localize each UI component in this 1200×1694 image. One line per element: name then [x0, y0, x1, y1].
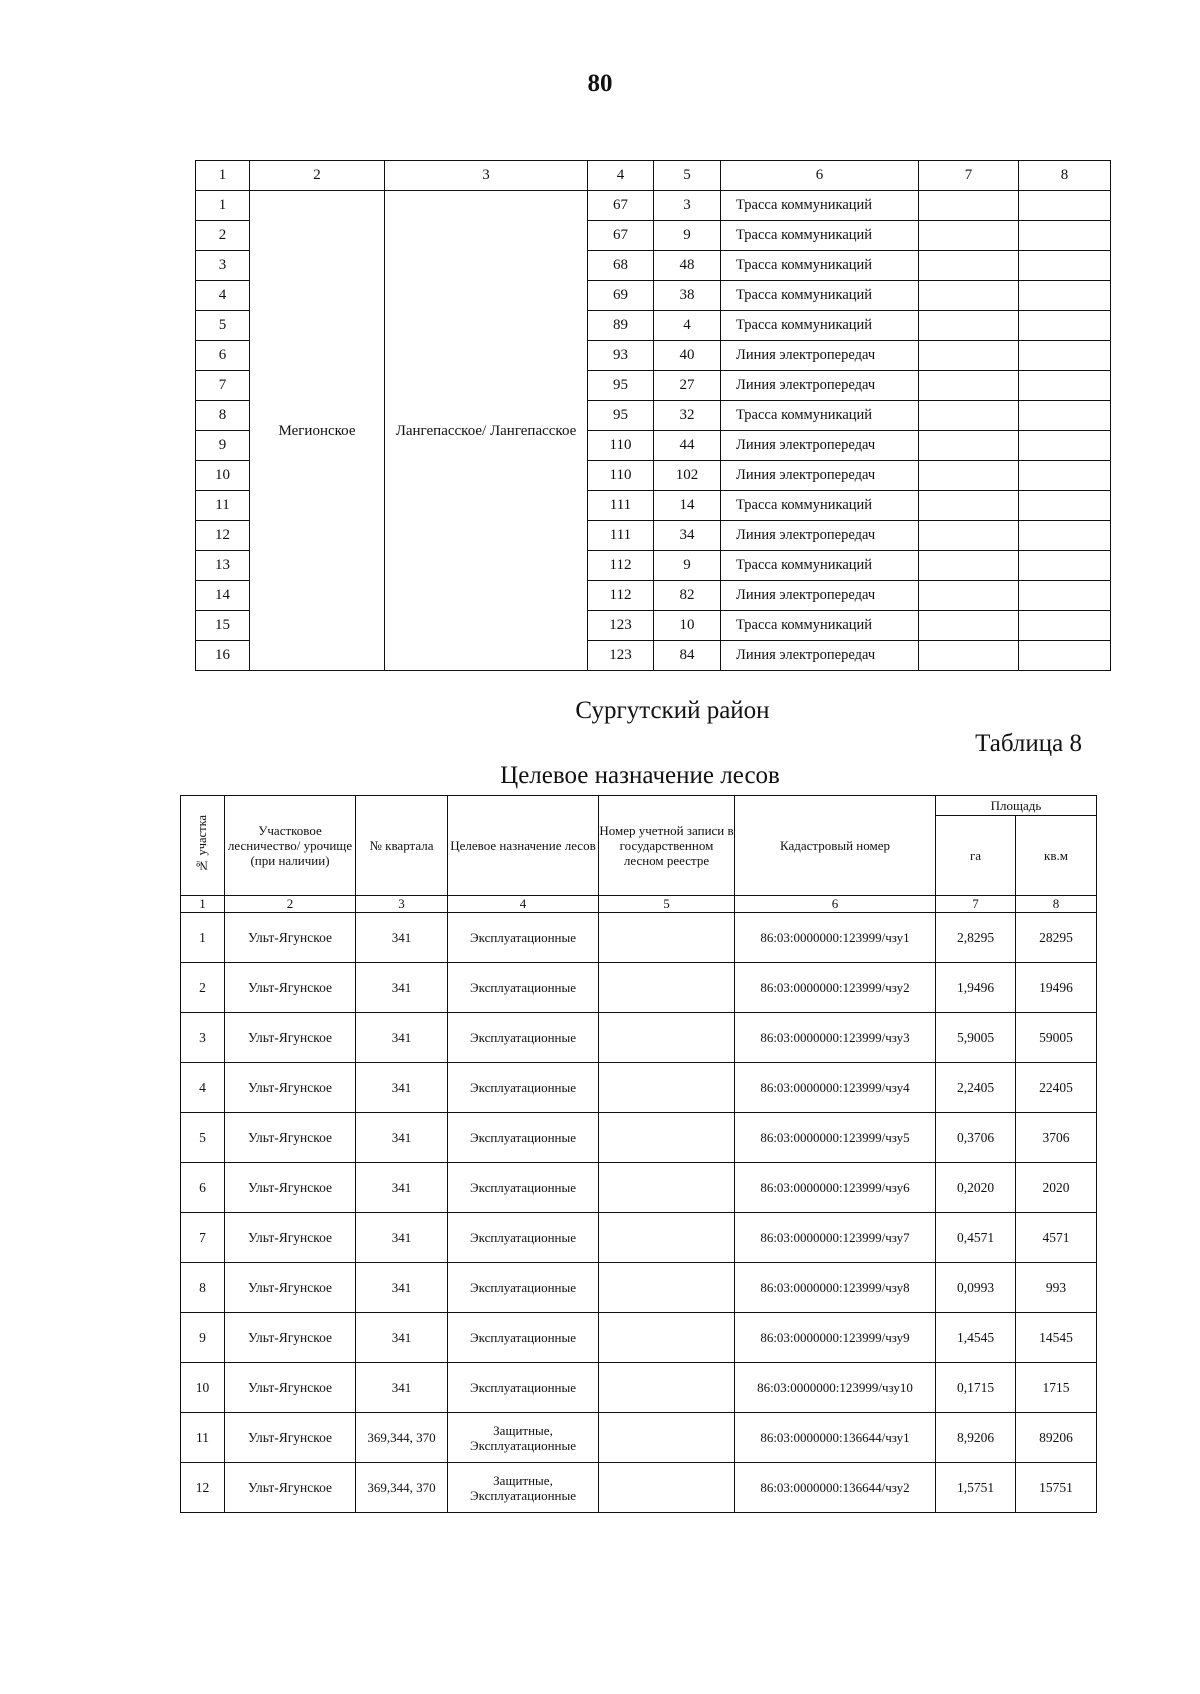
quarter-cell: 112 [588, 581, 654, 611]
cadastral-cell: 86:03:0000000:123999/чзу2 [735, 963, 936, 1013]
purpose-cell: Линия электропередач [721, 371, 919, 401]
area-ha-cell: 0,0993 [936, 1263, 1016, 1313]
plot-number-cell: 4 [181, 1063, 225, 1113]
empty-cell [1019, 311, 1111, 341]
empty-cell [1019, 401, 1111, 431]
page-number: 80 [587, 70, 613, 97]
plot-cell: 32 [654, 401, 721, 431]
area-ha-cell: 0,1715 [936, 1363, 1016, 1413]
row-number: 13 [196, 551, 250, 581]
purpose-cell: Эксплуатационные [448, 1013, 599, 1063]
empty-cell [1019, 371, 1111, 401]
plot-number-cell: 6 [181, 1163, 225, 1213]
purpose-cell: Линия электропередач [721, 341, 919, 371]
empty-cell [1019, 581, 1111, 611]
quarter-cell: 341 [356, 913, 448, 963]
column-number: 4 [588, 161, 654, 191]
empty-cell [919, 401, 1019, 431]
column-number: 5 [654, 161, 721, 191]
empty-cell [919, 611, 1019, 641]
plot-cell: 34 [654, 521, 721, 551]
area-ha-cell: 1,5751 [936, 1463, 1016, 1513]
cadastral-cell: 86:03:0000000:123999/чзу7 [735, 1213, 936, 1263]
table-row [181, 1313, 1097, 1363]
purpose-cell: Трасса коммуникаций [721, 221, 919, 251]
table-row [181, 963, 1097, 1013]
forestry-cell: Ульт-Ягунское [225, 1113, 356, 1163]
empty-cell [919, 311, 1019, 341]
table-row [181, 1463, 1097, 1513]
header-ha: га [936, 816, 1016, 896]
cadastral-cell: 86:03:0000000:123999/чзу8 [735, 1263, 936, 1313]
plot-cell: 44 [654, 431, 721, 461]
table-caption: Целевое назначение лесов [500, 762, 780, 789]
forestry-cell: Ульт-Ягунское [225, 1013, 356, 1063]
column-number: 3 [385, 161, 588, 191]
plot-cell: 4 [654, 311, 721, 341]
row-number: 5 [196, 311, 250, 341]
purpose-cell: Трасса коммуникаций [721, 491, 919, 521]
area-ha-cell: 2,8295 [936, 913, 1016, 963]
purpose-cell: Трасса коммуникаций [721, 311, 919, 341]
purpose-cell: Эксплуатационные [448, 1063, 599, 1113]
registry-cell [599, 913, 735, 963]
registry-cell [599, 1213, 735, 1263]
quarter-cell: 369,344, 370 [356, 1413, 448, 1463]
quarter-cell: 341 [356, 1213, 448, 1263]
plot-number-cell: 10 [181, 1363, 225, 1413]
row-number: 7 [196, 371, 250, 401]
cadastral-cell: 86:03:0000000:123999/чзу6 [735, 1163, 936, 1213]
registry-cell [599, 1013, 735, 1063]
cadastral-cell: 86:03:0000000:123999/чзу5 [735, 1113, 936, 1163]
forest-purpose-table [180, 795, 1097, 1513]
purpose-cell: Эксплуатационные [448, 1263, 599, 1313]
empty-cell [1019, 431, 1111, 461]
header-forestry: Участковое лесничество/ урочище (при наличии) [225, 796, 356, 896]
purpose-cell: Линия электропередач [721, 641, 919, 671]
empty-cell [1019, 221, 1111, 251]
column-number: 7 [936, 896, 1016, 913]
empty-cell [919, 371, 1019, 401]
cadastral-cell: 86:03:0000000:123999/чзу1 [735, 913, 936, 963]
empty-cell [919, 281, 1019, 311]
purpose-cell: Линия электропередач [721, 461, 919, 491]
plot-cell: 3 [654, 191, 721, 221]
forestry-cell: Ульт-Ягунское [225, 1063, 356, 1113]
column-number: 8 [1019, 161, 1111, 191]
quarter-cell: 111 [588, 491, 654, 521]
plot-number-cell: 2 [181, 963, 225, 1013]
table-row [181, 1413, 1097, 1463]
empty-cell [919, 641, 1019, 671]
quarter-cell: 112 [588, 551, 654, 581]
row-number: 11 [196, 491, 250, 521]
purpose-cell: Эксплуатационные [448, 1163, 599, 1213]
column-number: 2 [225, 896, 356, 913]
area-sqm-cell: 22405 [1016, 1063, 1097, 1113]
purpose-cell: Защитные, Эксплуатационные [448, 1413, 599, 1463]
quarter-cell: 341 [356, 1013, 448, 1063]
empty-cell [919, 341, 1019, 371]
column-number: 6 [721, 161, 919, 191]
purpose-cell: Эксплуатационные [448, 1113, 599, 1163]
purpose-cell: Защитные, Эксплуатационные [448, 1463, 599, 1513]
table-row [181, 1363, 1097, 1413]
forestry-cell: Ульт-Ягунское [225, 913, 356, 963]
cadastral-cell: 86:03:0000000:123999/чзу3 [735, 1013, 936, 1063]
empty-cell [1019, 191, 1111, 221]
area-ha-cell: 8,9206 [936, 1413, 1016, 1463]
area-sqm-cell: 2020 [1016, 1163, 1097, 1213]
row-number: 3 [196, 251, 250, 281]
table-row [181, 1163, 1097, 1213]
plot-cell: 27 [654, 371, 721, 401]
plot-number-cell: 5 [181, 1113, 225, 1163]
quarter-cell: 341 [356, 1113, 448, 1163]
purpose-cell: Трасса коммуникаций [721, 191, 919, 221]
empty-cell [1019, 491, 1111, 521]
quarter-cell: 110 [588, 431, 654, 461]
quarter-cell: 67 [588, 221, 654, 251]
area-sqm-cell: 3706 [1016, 1113, 1097, 1163]
plot-cell: 9 [654, 221, 721, 251]
area-ha-cell: 0,2020 [936, 1163, 1016, 1213]
forestry-cell: Ульт-Ягунское [225, 1413, 356, 1463]
area-sqm-cell: 15751 [1016, 1463, 1097, 1513]
empty-cell [919, 551, 1019, 581]
empty-cell [1019, 281, 1111, 311]
purpose-cell: Линия электропередач [721, 581, 919, 611]
purpose-cell: Трасса коммуникаций [721, 401, 919, 431]
purpose-cell: Эксплуатационные [448, 913, 599, 963]
table-continuation [195, 160, 1111, 671]
plot-cell: 102 [654, 461, 721, 491]
area-ha-cell: 5,9005 [936, 1013, 1016, 1063]
purpose-cell: Трасса коммуникаций [721, 551, 919, 581]
plot-cell: 84 [654, 641, 721, 671]
cadastral-cell: 86:03:0000000:136644/чзу1 [735, 1413, 936, 1463]
district-cell: Лангепасское/ Лангепасское [385, 191, 588, 671]
table-row [181, 1263, 1097, 1313]
empty-cell [919, 461, 1019, 491]
area-sqm-cell: 1715 [1016, 1363, 1097, 1413]
quarter-cell: 341 [356, 1163, 448, 1213]
registry-cell [599, 1413, 735, 1463]
plot-number-cell: 8 [181, 1263, 225, 1313]
registry-cell [599, 1063, 735, 1113]
header-purpose: Целевое назначение лесов [448, 796, 599, 896]
quarter-cell: 111 [588, 521, 654, 551]
table-row [181, 913, 1097, 963]
plot-number-cell: 12 [181, 1463, 225, 1513]
empty-cell [919, 431, 1019, 461]
area-sqm-cell: 14545 [1016, 1313, 1097, 1363]
purpose-cell: Эксплуатационные [448, 1213, 599, 1263]
quarter-cell: 68 [588, 251, 654, 281]
quarter-cell: 341 [356, 1263, 448, 1313]
plot-number-cell: 1 [181, 913, 225, 963]
table-row [181, 1213, 1097, 1263]
plot-number-cell: 9 [181, 1313, 225, 1363]
purpose-cell: Линия электропередач [721, 521, 919, 551]
area-sqm-cell: 4571 [1016, 1213, 1097, 1263]
table-row [181, 1063, 1097, 1113]
row-number: 16 [196, 641, 250, 671]
forestry-cell: Ульт-Ягунское [225, 1213, 356, 1263]
column-number: 4 [448, 896, 599, 913]
table-row [196, 191, 1111, 221]
column-number: 1 [181, 896, 225, 913]
table-row [181, 1113, 1097, 1163]
area-ha-cell: 0,3706 [936, 1113, 1016, 1163]
forestry-cell: Мегионское [250, 191, 385, 671]
header-sqm: кв.м [1016, 816, 1097, 896]
table-row [181, 1013, 1097, 1063]
row-number: 14 [196, 581, 250, 611]
row-number: 6 [196, 341, 250, 371]
cadastral-cell: 86:03:0000000:123999/чзу9 [735, 1313, 936, 1363]
table-label: Таблица 8 [975, 730, 1082, 757]
quarter-cell: 123 [588, 611, 654, 641]
empty-cell [919, 521, 1019, 551]
area-sqm-cell: 19496 [1016, 963, 1097, 1013]
registry-cell [599, 1263, 735, 1313]
quarter-cell: 341 [356, 1363, 448, 1413]
cadastral-cell: 86:03:0000000:123999/чзу4 [735, 1063, 936, 1113]
quarter-cell: 93 [588, 341, 654, 371]
row-number: 9 [196, 431, 250, 461]
column-number: 6 [735, 896, 936, 913]
column-number: 3 [356, 896, 448, 913]
purpose-cell: Эксплуатационные [448, 963, 599, 1013]
empty-cell [919, 251, 1019, 281]
column-number: 5 [599, 896, 735, 913]
row-number: 8 [196, 401, 250, 431]
registry-cell [599, 1463, 735, 1513]
area-sqm-cell: 28295 [1016, 913, 1097, 963]
plot-cell: 38 [654, 281, 721, 311]
forestry-cell: Ульт-Ягунское [225, 1313, 356, 1363]
header-quarter: № квартала [356, 796, 448, 896]
region-title: Сургутский район [575, 697, 770, 724]
purpose-cell: Эксплуатационные [448, 1363, 599, 1413]
column-number: 2 [250, 161, 385, 191]
plot-cell: 14 [654, 491, 721, 521]
plot-cell: 40 [654, 341, 721, 371]
header-cadastral: Кадастровый номер [735, 796, 936, 896]
empty-cell [1019, 521, 1111, 551]
empty-cell [1019, 341, 1111, 371]
row-number: 1 [196, 191, 250, 221]
header-registry: Номер учетной записи в государственном лесном реестре [599, 796, 735, 896]
quarter-cell: 369,344, 370 [356, 1463, 448, 1513]
row-number: 4 [196, 281, 250, 311]
empty-cell [1019, 551, 1111, 581]
row-number: 12 [196, 521, 250, 551]
header-area: Площадь [936, 796, 1097, 816]
quarter-cell: 341 [356, 963, 448, 1013]
empty-cell [1019, 461, 1111, 491]
forestry-cell: Ульт-Ягунское [225, 1463, 356, 1513]
quarter-cell: 341 [356, 1313, 448, 1363]
plot-number-cell: 3 [181, 1013, 225, 1063]
empty-cell [1019, 641, 1111, 671]
quarter-cell: 341 [356, 1063, 448, 1113]
registry-cell [599, 1113, 735, 1163]
registry-cell [599, 1363, 735, 1413]
empty-cell [919, 581, 1019, 611]
area-ha-cell: 1,9496 [936, 963, 1016, 1013]
quarter-cell: 89 [588, 311, 654, 341]
plot-cell: 10 [654, 611, 721, 641]
area-ha-cell: 1,4545 [936, 1313, 1016, 1363]
forestry-cell: Ульт-Ягунское [225, 1363, 356, 1413]
plot-number-cell: 7 [181, 1213, 225, 1263]
table-header-row [196, 161, 1111, 191]
purpose-cell: Эксплуатационные [448, 1313, 599, 1363]
registry-cell [599, 1313, 735, 1363]
quarter-cell: 69 [588, 281, 654, 311]
empty-cell [1019, 251, 1111, 281]
area-ha-cell: 0,4571 [936, 1213, 1016, 1263]
cadastral-cell: 86:03:0000000:136644/чзу2 [735, 1463, 936, 1513]
area-sqm-cell: 59005 [1016, 1013, 1097, 1063]
purpose-cell: Трасса коммуникаций [721, 281, 919, 311]
forestry-cell: Ульт-Ягунское [225, 1163, 356, 1213]
registry-cell [599, 1163, 735, 1213]
purpose-cell: Трасса коммуникаций [721, 611, 919, 641]
cadastral-cell: 86:03:0000000:123999/чзу10 [735, 1363, 936, 1413]
row-number: 2 [196, 221, 250, 251]
forestry-cell: Ульт-Ягунское [225, 963, 356, 1013]
forestry-cell: Ульт-Ягунское [225, 1263, 356, 1313]
area-sqm-cell: 993 [1016, 1263, 1097, 1313]
column-number: 1 [196, 161, 250, 191]
row-number: 10 [196, 461, 250, 491]
purpose-cell: Трасса коммуникаций [721, 251, 919, 281]
header-plot-no: № участка [181, 796, 225, 896]
column-number: 7 [919, 161, 1019, 191]
empty-cell [919, 191, 1019, 221]
quarter-cell: 95 [588, 371, 654, 401]
column-number: 8 [1016, 896, 1097, 913]
purpose-cell: Линия электропередач [721, 431, 919, 461]
quarter-cell: 67 [588, 191, 654, 221]
empty-cell [1019, 611, 1111, 641]
area-ha-cell: 2,2405 [936, 1063, 1016, 1113]
plot-cell: 48 [654, 251, 721, 281]
quarter-cell: 123 [588, 641, 654, 671]
empty-cell [919, 491, 1019, 521]
row-number: 15 [196, 611, 250, 641]
quarter-cell: 110 [588, 461, 654, 491]
area-sqm-cell: 89206 [1016, 1413, 1097, 1463]
plot-number-cell: 11 [181, 1413, 225, 1463]
plot-cell: 9 [654, 551, 721, 581]
plot-cell: 82 [654, 581, 721, 611]
empty-cell [919, 221, 1019, 251]
registry-cell [599, 963, 735, 1013]
quarter-cell: 95 [588, 401, 654, 431]
